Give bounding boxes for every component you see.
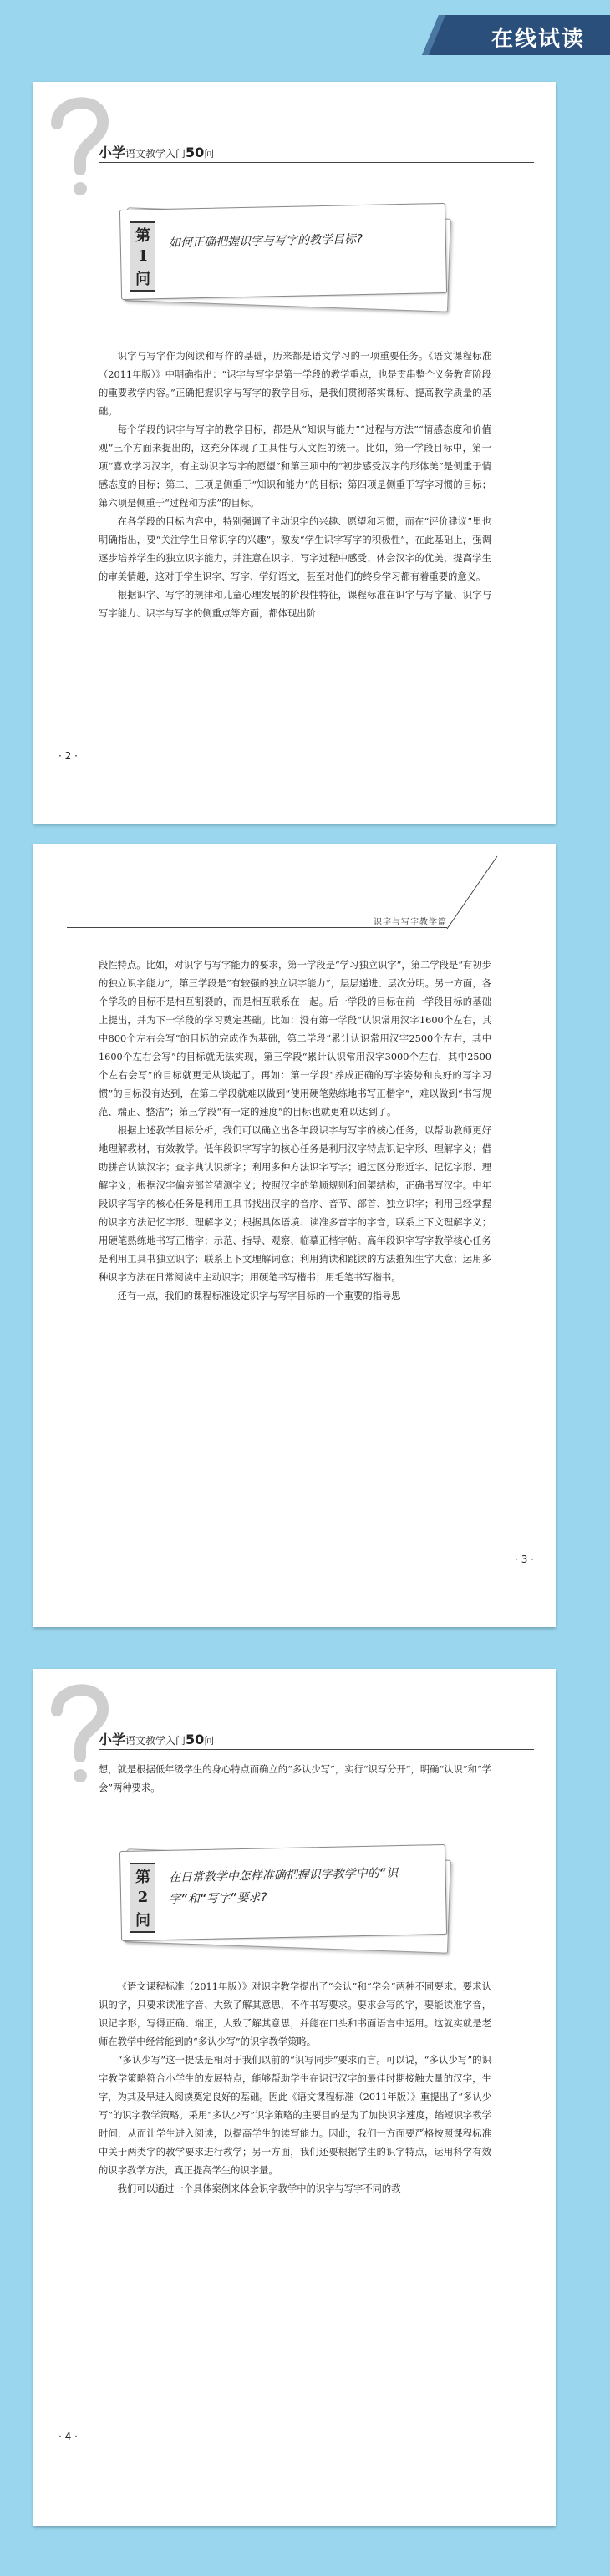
paragraph: 段性特点。比如，对识字与写字能力的要求，第一学段是“学习独立识字”，第二学段是“有初步的独立识字能力”，第三学段是“有较强的独立识字能力”，层层递进、层次分明。另一方面，各个学段的目标不是相互割裂的，而是相互联系在一起。后一学段的目标在前一学段目标的基础上提出，并为下一学段的学习奠定基础。比如：没有第一学段“认识常用汉字1600个左右，其中800个左右会写”的目标的完成作为基础，第二学段“累计认识常用汉字2500个左右，其中1600个左右会写”的目标就无法实现，第三学段“累计认识常用汉字3000个左右，其中2500个左右会写”的目标就更无从谈起了。再如：第一学段“养成正确的写字姿势和良好的写字习惯”的目标没有达到，在第二学段就难以做到“使用硬笔熟练地书写正楷字”，难以做到“书写规范、端正、整洁”；第三学段“有一定的速度”的目标也就更难以达到了。 <box>99 960 491 1118</box>
header-rule <box>99 1749 534 1750</box>
paragraph: 在各学段的目标内容中，特别强调了主动识字的兴趣、愿望和习惯，而在“评价建议”里也明确指出，要“关注学生日常识字的兴趣”。激发“学生识字写字的积极性”，在此基础上，强调逐步培养学生的独立识字能力，并注意在识字、写字过程中感受、体会汉字的优美，提高学生的审美情趣，这对于学生识字、写字、学好语文，甚至对他们的终身学习都有着重要的意义。 <box>99 516 491 582</box>
page-number: · 2 · <box>58 750 78 762</box>
paragraph: 我们可以通过一个具体案例来体会识字教学中的识字与写字不同的教 <box>117 2183 401 2194</box>
body-text <box>99 347 491 623</box>
question-box-1 <box>117 203 451 308</box>
book-page-2 <box>33 82 556 824</box>
paragraph: “多认少写”这一提法是相对于我们以前的“识写同步”要求而言。可以说，“多认少写”的识字教学策略符合小学生的发展特点，能够帮助学生在识记汉字的最佳时期接触大量的汉字，生字，为其及早进入阅读奠定良好的基础。因此《语文课程标准（2011年版）》重提出了“多认少写”的识字教学策略。采用“多认少写”识字策略的主要目的是为了加快识字速度，缩短识字教学时间，从而让学生进入阅读，以提高学生的读写能力。因此，我们一方面要严格按照课程标准中关于两类字的教学要求进行教学；另一方面，我们还要根据学生的识字特点，运用科学有效的识字教学方法，真正提高学生的识字量。 <box>99 2055 491 2176</box>
question-text: 在日常教学中怎样准确把握识字教学中的“识字”和“写字”要求? <box>168 1866 399 1907</box>
header-rule <box>67 927 447 928</box>
online-preview-banner <box>422 15 610 55</box>
banner-label: 在线试读 <box>491 27 585 52</box>
paragraph: 根据识字、写字的规律和儿童心理发展的阶段性特征，课程标准在识字与写字量、识字与写字能力、识字与写字的侧重点等方面，都体现出阶 <box>99 590 491 619</box>
paragraph: 还有一点，我们的课程标准设定识字与写字目标的一个重要的指导思 <box>117 1291 401 1301</box>
paragraph: 每个学段的识字与写字的教学目标，都是从“知识与能力”“过程与方法”“情感态度和价值观”三个方面来提出的，这充分体现了工具性与人文性的统一。比如，第一学段目标中，第一项“喜欢学习汉字，有主动识字写字的愿望”和第三项中的“初步感受汉字的形体美”是侧重于情感态度的目标；第二、三项是侧重于“知识和能力”的目标；第四项是侧重于写字习惯的目标；第六项是侧重于“过程和方法”的目标。 <box>99 424 491 509</box>
question-text: 如何正确把握识字与写字的教学目标? <box>168 232 363 251</box>
question-number: 第 2 问 <box>130 1863 155 1933</box>
book-page-3 <box>33 844 556 1627</box>
chapter-title: 识字与写字教学篇 <box>374 918 447 927</box>
corner-decoration <box>439 852 506 931</box>
book-running-header: 小学语文教学入门50问 <box>99 1732 215 1747</box>
paragraph: 《语文课程标准（2011年版）》对识字教学提出了“会认”和“学会”两种不同要求。要求认识的字，只要求读准字音、大致了解其意思，不作书写要求。要求会写的字，要能读准字音，识记字形，写得正确、端正，大致了解其意思，并能在口头和书面语言中运用。这就实就是老师在教学中经常能到的“多认少写”的识字教学策略。 <box>99 1981 491 2047</box>
paragraph: 根据上述教学目标分析，我们可以确立出各年段识字与写字的核心任务，以帮助教师更好地理解教材，有效教学。低年段识字写字的核心任务是利用汉字特点识记字形、理解字义；借助拼音认读汉字；查字典认识新字；利用多种方法识字写字；通过区分形近字、记忆字形、理解字义；根据汉字偏旁部首猜测字义；按照汉字的笔顺规则和间架结构，正确书写汉字。中年段识字写字的核心任务是利用工具书找出汉字的音序、音节、部首、独立识字；利用已经掌握的识字方法记忆字形、理解字义；根据具体语境、读准多音字的字音，联系上下文理解字义；用硬笔熟练地书写正楷字；示范、指导、观察、临摹正楷字帖。高年段识字写字教学核心任务是利用工具书独立识字；联系上下文理解词意；利用猜读和跳读的方法推知生字大意；运用多种识字方法在日常阅读中主动识字；用硬笔书写楷书；用毛笔书写楷书。 <box>99 1125 491 1283</box>
paragraph: 识字与写字作为阅读和写作的基础，历来都是语文学习的一项重要任务。《语文课程标准（2011年版）》中明确指出：“识字与写字是第一学段的教学重点，也是贯串整个义务教育阶段的重要教学内容。”正确把握识字与写字的教学目标，是我们贯彻落实课标、提高教学质量的基础。 <box>99 351 491 417</box>
body-text <box>99 956 491 1306</box>
page-number: · 4 · <box>58 2431 78 2442</box>
book-page-4 <box>33 1669 556 2526</box>
question-box-2 <box>117 1844 451 1950</box>
page-number: · 3 · <box>515 1554 534 1565</box>
paragraph: 想，就是根据低年级学生的身心特点而确立的“多认少写”，实行“识写分开”，明确“认识”和“学会”两种要求。 <box>99 1764 491 1793</box>
body-text <box>99 1978 491 2198</box>
intro-text <box>99 1761 491 1798</box>
header-rule <box>99 162 534 163</box>
book-running-header: 小学语文教学入门50问 <box>99 145 215 160</box>
question-number: 第 1 问 <box>130 221 155 292</box>
